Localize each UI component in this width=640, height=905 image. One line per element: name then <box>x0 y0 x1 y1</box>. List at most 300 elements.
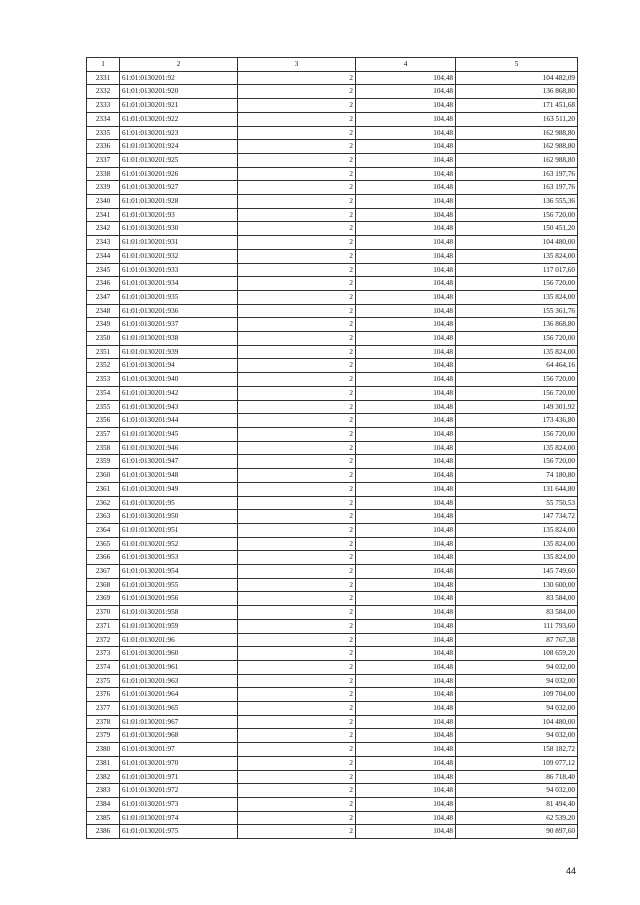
row-number: 2367 <box>87 565 120 579</box>
table-row <box>87 373 578 387</box>
col-4-value: 104,48 <box>356 606 456 620</box>
table-row <box>87 756 578 770</box>
cadastral-number: 61:01:0130201:973 <box>120 797 238 811</box>
col-4-value: 104,48 <box>356 537 456 551</box>
col-4-value: 104,48 <box>356 195 456 209</box>
col-4-value: 104,48 <box>356 112 456 126</box>
table-row <box>87 482 578 496</box>
col-5-value: 83 584,00 <box>456 592 578 606</box>
col-3-value: 2 <box>238 496 356 510</box>
row-number: 2381 <box>87 756 120 770</box>
row-number: 2349 <box>87 318 120 332</box>
cadastral-number: 61:01:0130201:97 <box>120 743 238 757</box>
table-row <box>87 811 578 825</box>
col-5-value: 90 897,60 <box>456 825 578 839</box>
col-5-value: 86 718,40 <box>456 770 578 784</box>
table-row <box>87 825 578 839</box>
column-header-5: 5 <box>456 58 578 72</box>
col-4-value: 104,48 <box>356 482 456 496</box>
cadastral-number: 61:01:0130201:956 <box>120 592 238 606</box>
table-row <box>87 633 578 647</box>
col-4-value: 104,48 <box>356 660 456 674</box>
col-4-value: 104,48 <box>356 688 456 702</box>
row-number: 2370 <box>87 606 120 620</box>
table-row <box>87 578 578 592</box>
table-row <box>87 208 578 222</box>
col-4-value: 104,48 <box>356 784 456 798</box>
row-number: 2361 <box>87 482 120 496</box>
row-number: 2362 <box>87 496 120 510</box>
row-number: 2369 <box>87 592 120 606</box>
row-number: 2384 <box>87 797 120 811</box>
row-number: 2342 <box>87 222 120 236</box>
col-4-value: 104,48 <box>356 825 456 839</box>
row-number: 2344 <box>87 249 120 263</box>
col-3-value: 2 <box>238 811 356 825</box>
cadastral-number: 61:01:0130201:922 <box>120 112 238 126</box>
cadastral-number: 61:01:0130201:928 <box>120 195 238 209</box>
table-row <box>87 427 578 441</box>
row-number: 2357 <box>87 427 120 441</box>
col-3-value: 2 <box>238 386 356 400</box>
header-row <box>87 58 578 72</box>
col-3-value: 2 <box>238 318 356 332</box>
col-4-value: 104,48 <box>356 647 456 661</box>
col-3-value: 2 <box>238 633 356 647</box>
col-3-value: 2 <box>238 825 356 839</box>
cadastral-number: 61:01:0130201:961 <box>120 660 238 674</box>
cadastral-number: 61:01:0130201:931 <box>120 236 238 250</box>
row-number: 2339 <box>87 181 120 195</box>
col-5-value: 156 720,00 <box>456 455 578 469</box>
row-number: 2383 <box>87 784 120 798</box>
col-4-value: 104,48 <box>356 400 456 414</box>
cadastral-number: 61:01:0130201:975 <box>120 825 238 839</box>
cadastral-number: 61:01:0130201:967 <box>120 715 238 729</box>
cadastral-number: 61:01:0130201:924 <box>120 140 238 154</box>
table-row <box>87 195 578 209</box>
col-3-value: 2 <box>238 99 356 113</box>
col-4-value: 104,48 <box>356 345 456 359</box>
table-row <box>87 332 578 346</box>
column-header-1: 1 <box>87 58 120 72</box>
col-5-value: 156 720,00 <box>456 373 578 387</box>
col-4-value: 104,48 <box>356 743 456 757</box>
row-number: 2356 <box>87 414 120 428</box>
row-number: 2345 <box>87 263 120 277</box>
table-row <box>87 414 578 428</box>
table-row <box>87 674 578 688</box>
col-3-value: 2 <box>238 345 356 359</box>
cadastral-number: 61:01:0130201:93 <box>120 208 238 222</box>
table-row <box>87 647 578 661</box>
col-4-value: 104,48 <box>356 592 456 606</box>
col-4-value: 104,48 <box>356 373 456 387</box>
col-3-value: 2 <box>238 400 356 414</box>
col-4-value: 104,48 <box>356 222 456 236</box>
col-3-value: 2 <box>238 85 356 99</box>
table-body <box>87 71 578 838</box>
col-3-value: 2 <box>238 469 356 483</box>
row-number: 2386 <box>87 825 120 839</box>
table-row <box>87 688 578 702</box>
cadastral-number: 61:01:0130201:963 <box>120 674 238 688</box>
col-4-value: 104,48 <box>356 633 456 647</box>
col-4-value: 104,48 <box>356 441 456 455</box>
table-row <box>87 277 578 291</box>
col-5-value: 94 032,00 <box>456 702 578 716</box>
col-4-value: 104,48 <box>356 208 456 222</box>
cadastral-number: 61:01:0130201:921 <box>120 99 238 113</box>
col-3-value: 2 <box>238 797 356 811</box>
cadastral-number: 61:01:0130201:947 <box>120 455 238 469</box>
cadastral-number: 61:01:0130201:920 <box>120 85 238 99</box>
col-4-value: 104,48 <box>356 715 456 729</box>
col-3-value: 2 <box>238 112 356 126</box>
cadastral-number: 61:01:0130201:942 <box>120 386 238 400</box>
col-3-value: 2 <box>238 455 356 469</box>
table-row <box>87 510 578 524</box>
col-3-value: 2 <box>238 195 356 209</box>
table-row <box>87 551 578 565</box>
col-5-value: 145 749,60 <box>456 565 578 579</box>
col-5-value: 150 451,20 <box>456 222 578 236</box>
cadastral-number: 61:01:0130201:946 <box>120 441 238 455</box>
cadastral-number: 61:01:0130201:944 <box>120 414 238 428</box>
cadastral-number: 61:01:0130201:936 <box>120 304 238 318</box>
row-number: 2333 <box>87 99 120 113</box>
col-5-value: 109 704,00 <box>456 688 578 702</box>
row-number: 2365 <box>87 537 120 551</box>
row-number: 2338 <box>87 167 120 181</box>
cadastral-number: 61:01:0130201:96 <box>120 633 238 647</box>
row-number: 2382 <box>87 770 120 784</box>
row-number: 2385 <box>87 811 120 825</box>
row-number: 2363 <box>87 510 120 524</box>
col-4-value: 104,48 <box>356 756 456 770</box>
col-4-value: 104,48 <box>356 290 456 304</box>
col-3-value: 2 <box>238 427 356 441</box>
table-row <box>87 126 578 140</box>
table-row <box>87 85 578 99</box>
row-number: 2360 <box>87 469 120 483</box>
col-5-value: 162 988,80 <box>456 126 578 140</box>
cadastral-number: 61:01:0130201:948 <box>120 469 238 483</box>
col-3-value: 2 <box>238 208 356 222</box>
table-row <box>87 345 578 359</box>
col-4-value: 104,48 <box>356 167 456 181</box>
col-3-value: 2 <box>238 482 356 496</box>
table-row <box>87 523 578 537</box>
col-5-value: 136 868,80 <box>456 318 578 332</box>
table-row <box>87 565 578 579</box>
table-row <box>87 743 578 757</box>
col-3-value: 2 <box>238 304 356 318</box>
cadastral-number: 61:01:0130201:955 <box>120 578 238 592</box>
row-number: 2335 <box>87 126 120 140</box>
col-4-value: 104,48 <box>356 140 456 154</box>
table-row <box>87 660 578 674</box>
table-row <box>87 140 578 154</box>
col-5-value: 130 600,00 <box>456 578 578 592</box>
table-row <box>87 318 578 332</box>
col-3-value: 2 <box>238 140 356 154</box>
row-number: 2347 <box>87 290 120 304</box>
row-number: 2364 <box>87 523 120 537</box>
row-number: 2377 <box>87 702 120 716</box>
col-5-value: 158 182,72 <box>456 743 578 757</box>
col-4-value: 104,48 <box>356 510 456 524</box>
cadastral-number: 61:01:0130201:949 <box>120 482 238 496</box>
col-3-value: 2 <box>238 236 356 250</box>
col-4-value: 104,48 <box>356 797 456 811</box>
row-number: 2337 <box>87 153 120 167</box>
col-3-value: 2 <box>238 222 356 236</box>
col-3-value: 2 <box>238 126 356 140</box>
col-5-value: 156 720,00 <box>456 208 578 222</box>
row-number: 2358 <box>87 441 120 455</box>
col-4-value: 104,48 <box>356 455 456 469</box>
cadastral-number: 61:01:0130201:974 <box>120 811 238 825</box>
row-number: 2375 <box>87 674 120 688</box>
col-5-value: 155 361,76 <box>456 304 578 318</box>
row-number: 2334 <box>87 112 120 126</box>
col-3-value: 2 <box>238 537 356 551</box>
col-4-value: 104,48 <box>356 770 456 784</box>
table-row <box>87 290 578 304</box>
page-number: 44 <box>566 866 577 876</box>
col-4-value: 104,48 <box>356 332 456 346</box>
row-number: 2351 <box>87 345 120 359</box>
col-4-value: 104,48 <box>356 277 456 291</box>
cadastral-number: 61:01:0130201:932 <box>120 249 238 263</box>
cadastral-number: 61:01:0130201:943 <box>120 400 238 414</box>
col-3-value: 2 <box>238 551 356 565</box>
table-row <box>87 784 578 798</box>
row-number: 2379 <box>87 729 120 743</box>
column-header-2: 2 <box>120 58 238 72</box>
row-number: 2341 <box>87 208 120 222</box>
col-3-value: 2 <box>238 702 356 716</box>
row-number: 2346 <box>87 277 120 291</box>
col-5-value: 111 793,60 <box>456 619 578 633</box>
col-5-value: 163 197,76 <box>456 167 578 181</box>
col-5-value: 108 659,20 <box>456 647 578 661</box>
col-5-value: 149 301,92 <box>456 400 578 414</box>
col-4-value: 104,48 <box>356 469 456 483</box>
col-5-value: 135 824,00 <box>456 249 578 263</box>
col-4-value: 104,48 <box>356 249 456 263</box>
cadastral-number: 61:01:0130201:951 <box>120 523 238 537</box>
col-5-value: 104 480,00 <box>456 715 578 729</box>
cadastral-number: 61:01:0130201:965 <box>120 702 238 716</box>
cadastral-number: 61:01:0130201:960 <box>120 647 238 661</box>
cadastral-number: 61:01:0130201:939 <box>120 345 238 359</box>
col-4-value: 104,48 <box>356 126 456 140</box>
cadastral-number: 61:01:0130201:945 <box>120 427 238 441</box>
col-5-value: 136 868,80 <box>456 85 578 99</box>
table-row <box>87 386 578 400</box>
col-5-value: 156 720,00 <box>456 277 578 291</box>
col-3-value: 2 <box>238 441 356 455</box>
col-3-value: 2 <box>238 153 356 167</box>
col-3-value: 2 <box>238 181 356 195</box>
col-4-value: 104,48 <box>356 153 456 167</box>
table-row <box>87 619 578 633</box>
col-5-value: 87 767,38 <box>456 633 578 647</box>
col-5-value: 135 824,00 <box>456 345 578 359</box>
cadastral-number: 61:01:0130201:940 <box>120 373 238 387</box>
col-3-value: 2 <box>238 332 356 346</box>
table-row <box>87 606 578 620</box>
col-5-value: 104 480,00 <box>456 236 578 250</box>
col-3-value: 2 <box>238 660 356 674</box>
row-number: 2348 <box>87 304 120 318</box>
table-row <box>87 715 578 729</box>
cadastral-number: 61:01:0130201:923 <box>120 126 238 140</box>
col-4-value: 104,48 <box>356 811 456 825</box>
table-row <box>87 400 578 414</box>
col-4-value: 104,48 <box>356 427 456 441</box>
col-3-value: 2 <box>238 770 356 784</box>
table-row <box>87 441 578 455</box>
cadastral-number: 61:01:0130201:970 <box>120 756 238 770</box>
row-number: 2350 <box>87 332 120 346</box>
cadastral-number: 61:01:0130201:94 <box>120 359 238 373</box>
table-row <box>87 263 578 277</box>
col-4-value: 104,48 <box>356 236 456 250</box>
col-4-value: 104,48 <box>356 85 456 99</box>
col-4-value: 104,48 <box>356 523 456 537</box>
cadastral-number: 61:01:0130201:930 <box>120 222 238 236</box>
cadastral-number: 61:01:0130201:938 <box>120 332 238 346</box>
col-3-value: 2 <box>238 715 356 729</box>
col-5-value: 104 482,09 <box>456 71 578 85</box>
col-5-value: 135 824,00 <box>456 523 578 537</box>
col-3-value: 2 <box>238 523 356 537</box>
col-3-value: 2 <box>238 277 356 291</box>
row-number: 2372 <box>87 633 120 647</box>
col-3-value: 2 <box>238 249 356 263</box>
table-row <box>87 153 578 167</box>
cadastral-number: 61:01:0130201:933 <box>120 263 238 277</box>
col-4-value: 104,48 <box>356 619 456 633</box>
row-number: 2355 <box>87 400 120 414</box>
col-3-value: 2 <box>238 647 356 661</box>
cadastral-number: 61:01:0130201:958 <box>120 606 238 620</box>
col-5-value: 156 720,00 <box>456 332 578 346</box>
col-5-value: 135 824,00 <box>456 441 578 455</box>
table-row <box>87 729 578 743</box>
table-row <box>87 181 578 195</box>
row-number: 2380 <box>87 743 120 757</box>
col-4-value: 104,48 <box>356 578 456 592</box>
cadastral-number: 61:01:0130201:953 <box>120 551 238 565</box>
row-number: 2354 <box>87 386 120 400</box>
column-header-4: 4 <box>356 58 456 72</box>
col-4-value: 104,48 <box>356 496 456 510</box>
table-row <box>87 770 578 784</box>
row-number: 2340 <box>87 195 120 209</box>
row-number: 2376 <box>87 688 120 702</box>
col-4-value: 104,48 <box>356 99 456 113</box>
col-4-value: 104,48 <box>356 702 456 716</box>
col-3-value: 2 <box>238 784 356 798</box>
table-row <box>87 469 578 483</box>
col-5-value: 109 077,12 <box>456 756 578 770</box>
cadastral-number: 61:01:0130201:959 <box>120 619 238 633</box>
col-3-value: 2 <box>238 743 356 757</box>
registry-table <box>86 57 578 839</box>
col-5-value: 163 197,76 <box>456 181 578 195</box>
col-3-value: 2 <box>238 592 356 606</box>
table-row <box>87 537 578 551</box>
cadastral-number: 61:01:0130201:927 <box>120 181 238 195</box>
table-row <box>87 797 578 811</box>
column-header-3: 3 <box>238 58 356 72</box>
table-row <box>87 71 578 85</box>
col-3-value: 2 <box>238 578 356 592</box>
table-row <box>87 496 578 510</box>
cadastral-number: 61:01:0130201:952 <box>120 537 238 551</box>
col-3-value: 2 <box>238 167 356 181</box>
row-number: 2343 <box>87 236 120 250</box>
col-5-value: 94 032,00 <box>456 674 578 688</box>
col-3-value: 2 <box>238 71 356 85</box>
col-4-value: 104,48 <box>356 386 456 400</box>
table-row <box>87 222 578 236</box>
table-row <box>87 249 578 263</box>
row-number: 2374 <box>87 660 120 674</box>
col-4-value: 104,48 <box>356 318 456 332</box>
row-number: 2378 <box>87 715 120 729</box>
col-3-value: 2 <box>238 510 356 524</box>
col-3-value: 2 <box>238 414 356 428</box>
row-number: 2368 <box>87 578 120 592</box>
col-5-value: 74 180,80 <box>456 469 578 483</box>
cadastral-number: 61:01:0130201:950 <box>120 510 238 524</box>
col-5-value: 117 017,60 <box>456 263 578 277</box>
col-5-value: 162 988,80 <box>456 153 578 167</box>
col-5-value: 147 734,72 <box>456 510 578 524</box>
row-number: 2373 <box>87 647 120 661</box>
col-3-value: 2 <box>238 674 356 688</box>
cadastral-number: 61:01:0130201:937 <box>120 318 238 332</box>
col-3-value: 2 <box>238 373 356 387</box>
col-4-value: 104,48 <box>356 565 456 579</box>
cadastral-number: 61:01:0130201:964 <box>120 688 238 702</box>
col-5-value: 173 436,80 <box>456 414 578 428</box>
col-5-value: 156 720,00 <box>456 386 578 400</box>
table-row <box>87 236 578 250</box>
table-row <box>87 304 578 318</box>
col-5-value: 83 584,00 <box>456 606 578 620</box>
table-row <box>87 592 578 606</box>
col-3-value: 2 <box>238 263 356 277</box>
table-row <box>87 359 578 373</box>
col-3-value: 2 <box>238 756 356 770</box>
row-number: 2371 <box>87 619 120 633</box>
col-5-value: 135 824,00 <box>456 537 578 551</box>
col-4-value: 104,48 <box>356 551 456 565</box>
row-number: 2336 <box>87 140 120 154</box>
col-3-value: 2 <box>238 290 356 304</box>
row-number: 2331 <box>87 71 120 85</box>
col-4-value: 104,48 <box>356 414 456 428</box>
cadastral-number: 61:01:0130201:971 <box>120 770 238 784</box>
col-4-value: 104,48 <box>356 304 456 318</box>
cadastral-number: 61:01:0130201:934 <box>120 277 238 291</box>
